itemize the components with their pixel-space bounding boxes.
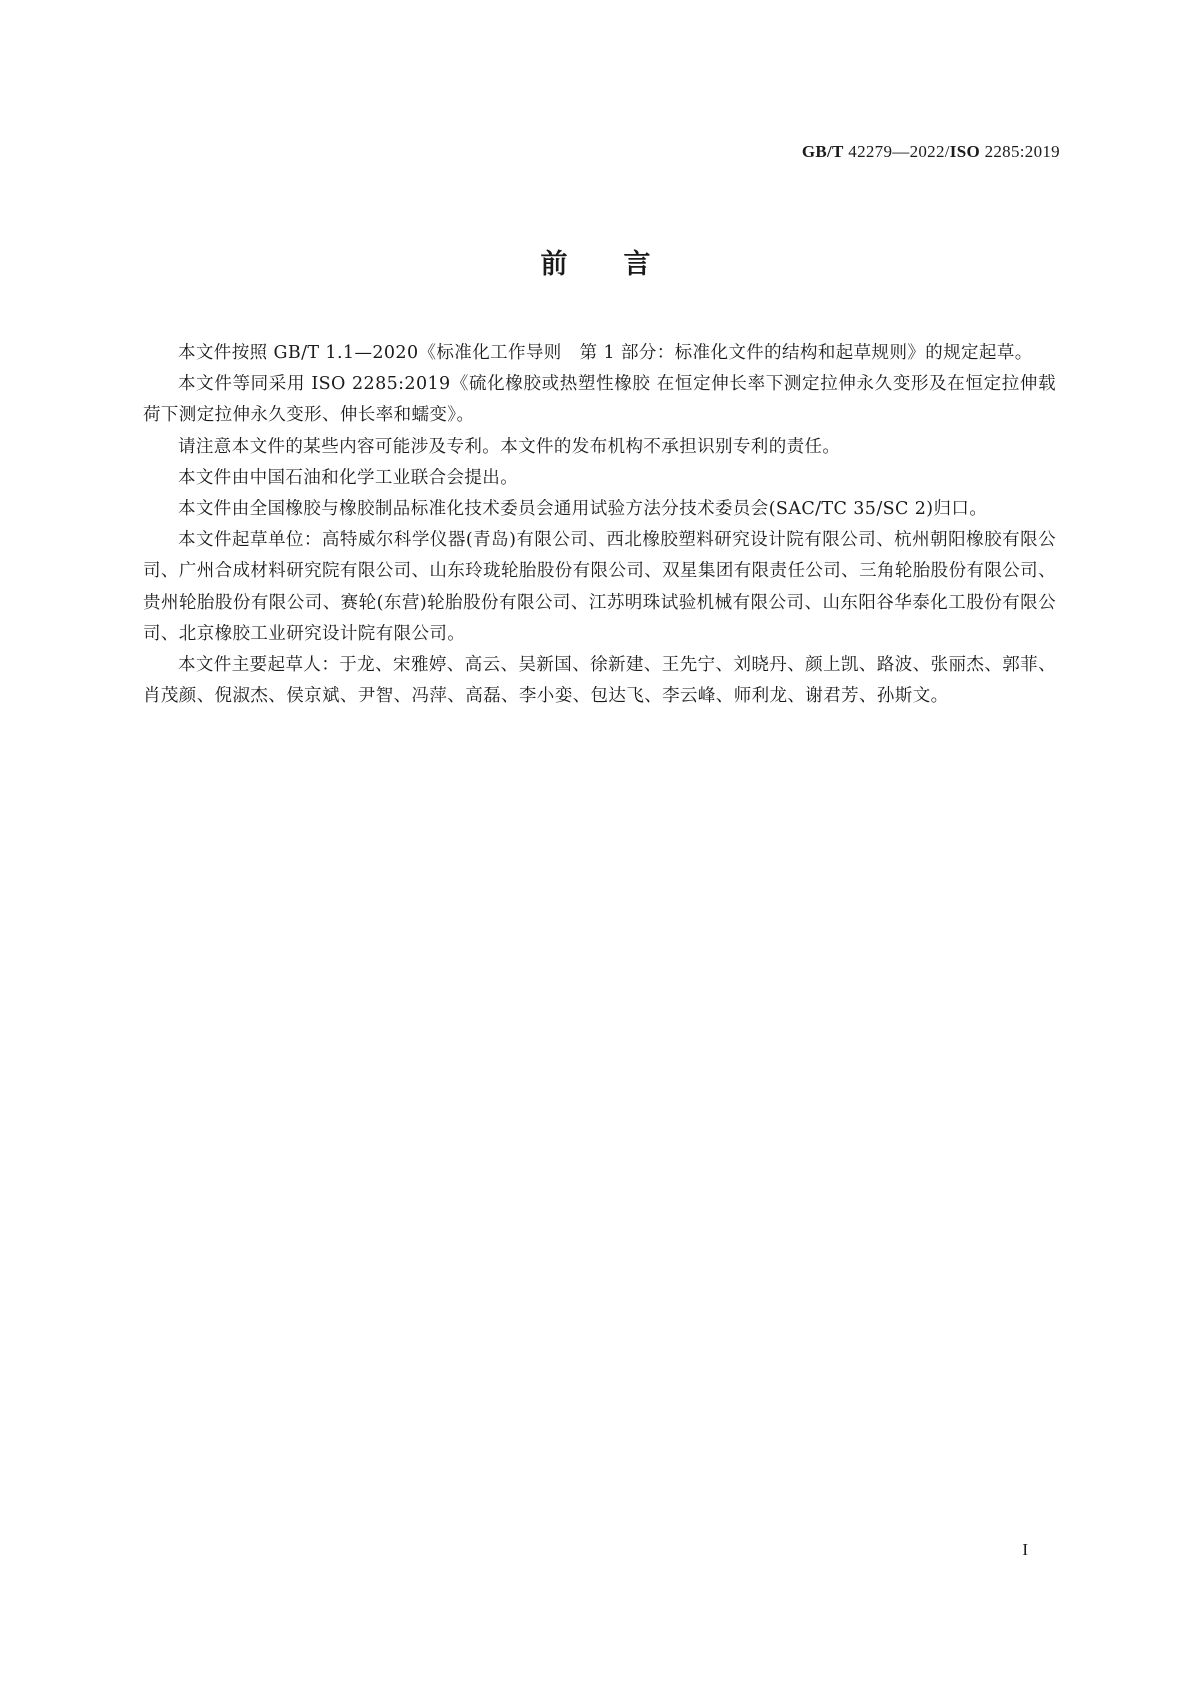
paragraph-patent-notice: 请注意本文件的某些内容可能涉及专利。本文件的发布机构不承担识别专利的责任。 — [178, 436, 841, 457]
paragraph-proposer: 本文件由中国石油和化学工业联合会提出。 — [178, 467, 519, 488]
paragraph-adoption: 本文件等同采用 ISO 2285:2019《硫化橡胶或热塑性橡胶 在恒定伸长率下测定拉伸永久变形及在恒定拉伸载荷下测定拉伸永久变形、伸长率和蠕变》。 — [143, 374, 1056, 426]
preface-body — [143, 338, 1056, 712]
title-char-right: 言 — [623, 249, 651, 280]
paragraph-drafters: 本文件主要起草人：于龙、宋雅婷、高云、吴新国、徐新建、王先宁、刘晓丹、颜上凯、路波、张丽杰、郭菲、肖茂颜、倪淑杰、侯京斌、尹智、冯萍、高磊、李小娈、包达飞、李云峰、师利龙、谢君芳、孙斯文。 — [143, 655, 1056, 707]
paragraph-drafting-units: 本文件起草单位：高特威尔科学仪器(青岛)有限公司、西北橡胶塑料研究设计院有限公司、杭州朝阳橡胶有限公司、广州合成材料研究院有限公司、山东玲珑轮胎股份有限公司、双星集团有限责任公司、三角轮胎股份有限公司、贵州轮胎股份有限公司、赛轮(东营)轮胎股份有限公司、江苏明珠试验机械有限公司、山东阳谷华泰化工股份有限公司、北京橡胶工业研究设计院有限公司。 — [143, 530, 1056, 644]
paragraph-committee: 本文件由全国橡胶与橡胶制品标准化技术委员会通用试验方法分技术委员会(SAC/TC 35/SC 2)归口。 — [178, 499, 988, 520]
gb-code: GB/T — [801, 142, 844, 161]
document-code — [802, 142, 1060, 162]
title-char-left: 前 — [540, 249, 568, 280]
paragraph-drafting-rules: 本文件按照 GB/T 1.1—2020《标准化工作导则 第 1 部分：标准化文件的结构和起草规则》的规定起草。 — [178, 343, 1033, 363]
page-number: I — [1022, 1540, 1028, 1559]
page-title — [0, 242, 1191, 281]
iso-label: ISO — [949, 142, 980, 161]
gb-number: 42279—2022/ — [848, 142, 950, 161]
iso-number: 2285:2019 — [984, 142, 1060, 161]
